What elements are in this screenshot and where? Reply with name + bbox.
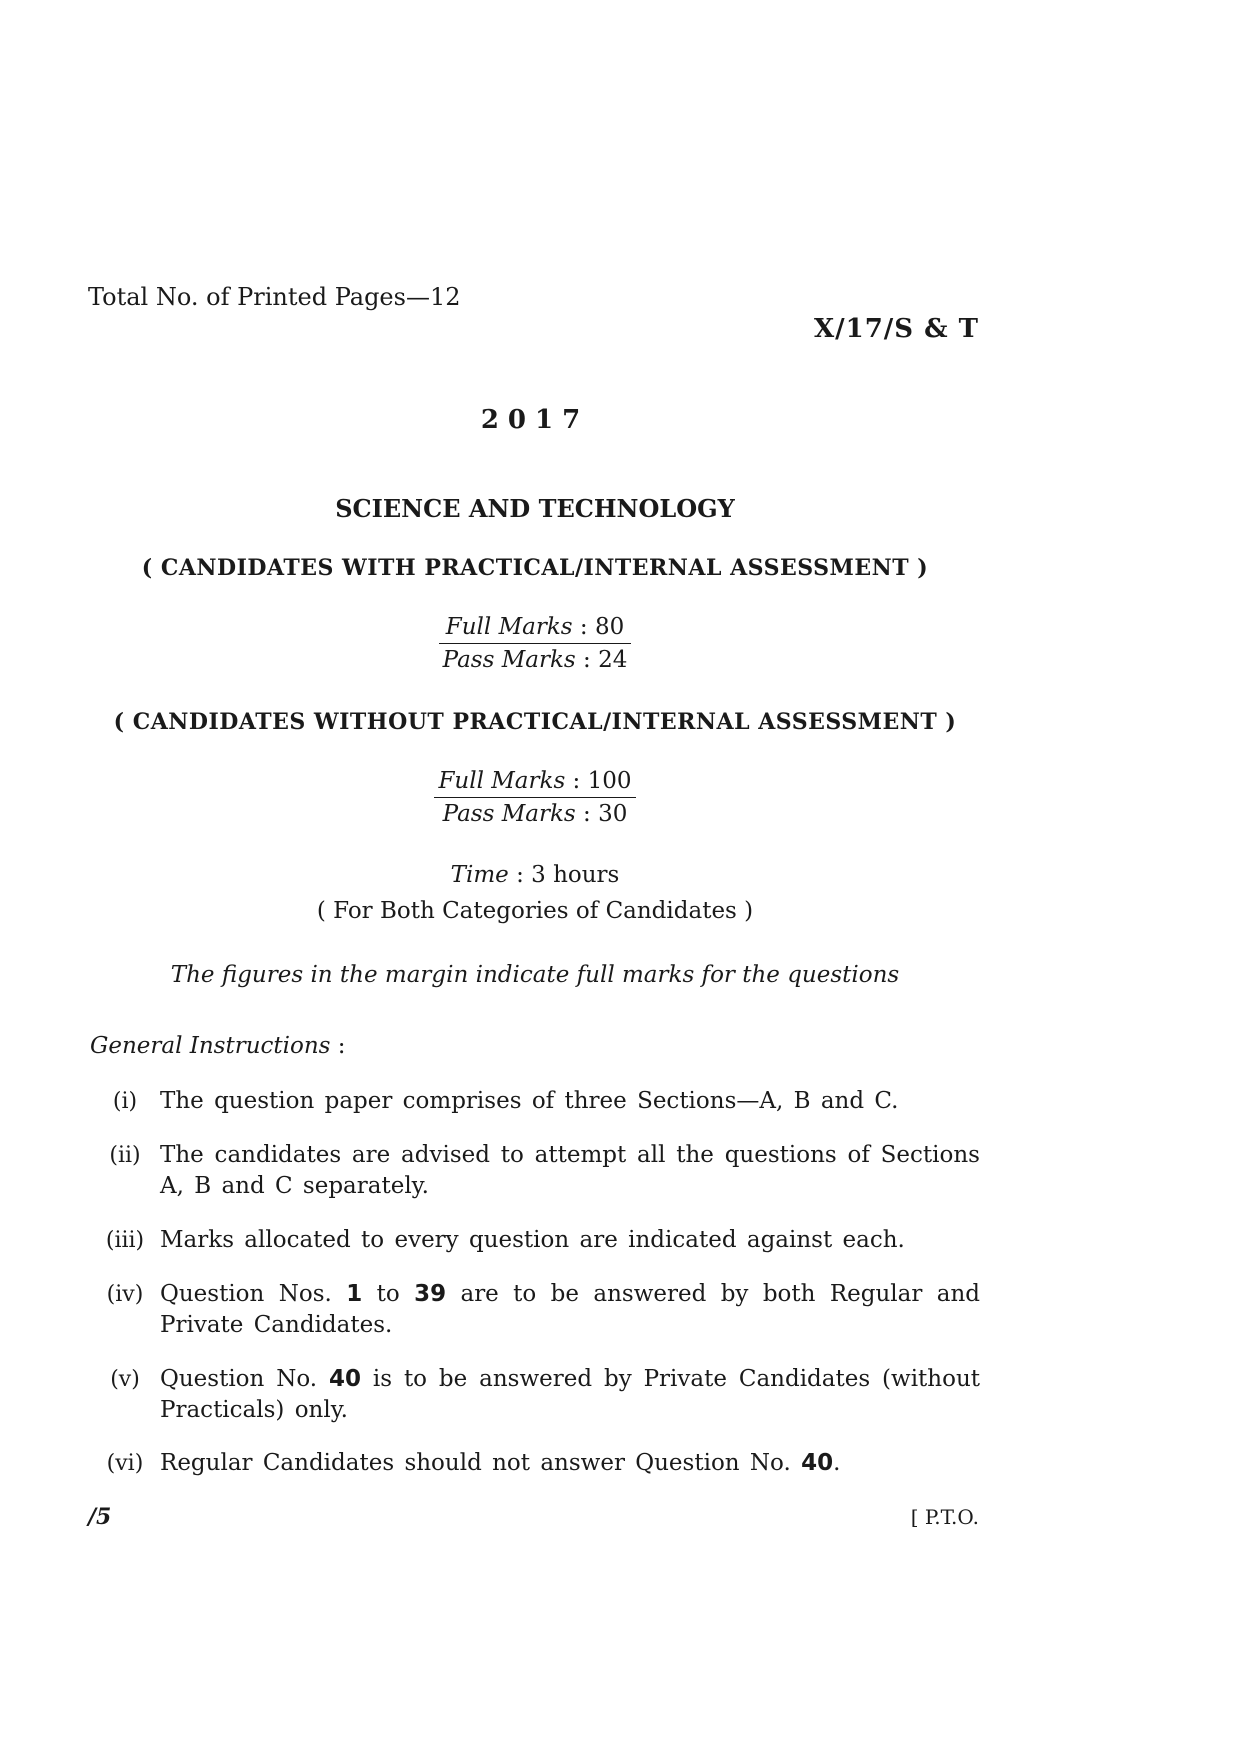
- footer-code: /5: [88, 1504, 112, 1530]
- pass-marks-label: Pass Marks: [442, 647, 576, 673]
- time-value: : 3 hours: [508, 862, 620, 888]
- instruction-text: Marks allocated to every question are indicated against each.: [160, 1227, 905, 1253]
- instructions-heading-text: General Instructions: [90, 1033, 331, 1059]
- marks-without-practical: [0, 768, 1070, 827]
- full-marks-label: Full Marks: [438, 768, 566, 794]
- instruction-item: [90, 1140, 980, 1202]
- time-note: ( For Both Categories of Candidates ): [316, 898, 754, 924]
- question-number-bold: 39: [414, 1281, 447, 1307]
- instructions-heading-colon: :: [330, 1033, 346, 1059]
- time-label: Time: [450, 862, 509, 888]
- exam-time: [0, 862, 1070, 888]
- printed-pages-count: Total No. of Printed Pages—12: [88, 283, 461, 311]
- instruction-text: Regular Candidates should not answer Question No. 40.: [160, 1450, 841, 1476]
- exam-subject: SCIENCE AND TECHNOLOGY: [335, 494, 735, 523]
- instruction-number: (iv): [106, 1282, 144, 1307]
- instruction-item: [90, 1279, 980, 1341]
- full-marks-line: [439, 614, 632, 644]
- exam-year: 2017: [480, 405, 590, 435]
- margin-marks-note: The figures in the margin indicate full marks for the questions: [170, 962, 900, 988]
- instruction-text: The question paper comprises of three Sections—A, B and C.: [160, 1088, 899, 1114]
- category-without-practical-title: ( CANDIDATES WITHOUT PRACTICAL/INTERNAL ASSESSMENT ): [113, 709, 957, 735]
- instruction-number: (vi): [106, 1451, 144, 1476]
- instruction-text: Question No. 40 is to be answered by Private Candidates (without Practicals) only.: [160, 1366, 981, 1423]
- category-with-practical-title: ( CANDIDATES WITH PRACTICAL/INTERNAL ASSESSMENT ): [141, 555, 929, 581]
- full-marks-value: : 80: [572, 614, 625, 640]
- instruction-number: (ii): [109, 1143, 141, 1168]
- question-number-bold: 1: [346, 1281, 363, 1307]
- instruction-item: [90, 1225, 980, 1256]
- pass-marks-value: : 30: [575, 801, 628, 827]
- marks-with-practical: [0, 614, 1070, 673]
- instruction-text: Question Nos. 1 to 39 are to be answered by both Regular and Private Candidates.: [160, 1281, 980, 1338]
- general-instructions-heading: [90, 1033, 346, 1059]
- instruction-number: (i): [112, 1089, 138, 1114]
- full-marks-label: Full Marks: [445, 614, 573, 640]
- instruction-text: The candidates are advised to attempt all the questions of Sections A, B and C separately.: [160, 1142, 980, 1199]
- please-turn-over: [ P.T.O.: [910, 1505, 979, 1529]
- instruction-number: (v): [110, 1367, 140, 1392]
- instruction-item: [90, 1448, 980, 1479]
- instruction-item: [90, 1364, 980, 1426]
- full-marks-value: : 100: [565, 768, 632, 794]
- pass-marks-label: Pass Marks: [442, 801, 576, 827]
- pass-marks-line: [439, 644, 632, 673]
- instruction-item: [90, 1086, 980, 1117]
- pass-marks-value: : 24: [575, 647, 628, 673]
- paper-code: X/17/S & T: [813, 314, 979, 344]
- question-number-bold: 40: [329, 1366, 362, 1392]
- full-marks-line: [434, 768, 635, 798]
- pass-marks-line: [434, 798, 635, 827]
- question-number-bold: 40: [801, 1450, 834, 1476]
- instruction-number: (iii): [105, 1228, 145, 1253]
